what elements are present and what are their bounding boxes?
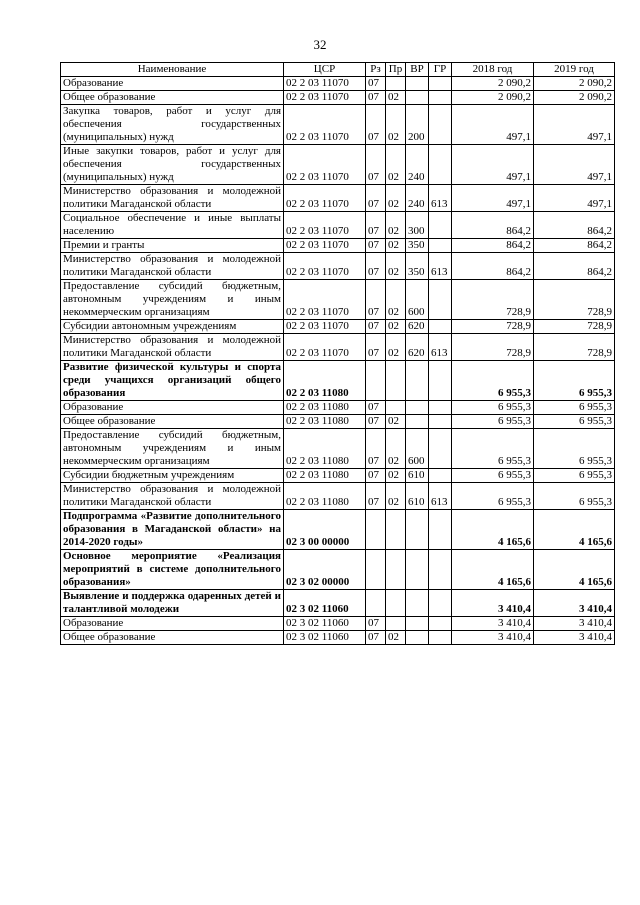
cell-csr: 02 2 03 11080 xyxy=(284,361,366,401)
cell-vr: 350 xyxy=(406,239,429,253)
cell-rz: 07 xyxy=(366,334,386,361)
cell-rz: 07 xyxy=(366,617,386,631)
cell-pr xyxy=(386,401,406,415)
cell-2018: 728,9 xyxy=(452,320,534,334)
cell-csr: 02 2 03 11080 xyxy=(284,429,366,469)
table-row xyxy=(61,401,615,415)
table-row xyxy=(61,320,615,334)
cell-csr: 02 3 02 11060 xyxy=(284,590,366,617)
cell-name: Развитие физической культуры и спорта среди учащихся организаций общего образования xyxy=(61,361,284,401)
cell-gr: 613 xyxy=(429,253,452,280)
cell-csr: 02 2 03 11080 xyxy=(284,483,366,510)
cell-2019: 497,1 xyxy=(534,105,615,145)
cell-vr: 600 xyxy=(406,280,429,320)
cell-name: Образование xyxy=(61,401,284,415)
cell-2019: 3 410,4 xyxy=(534,590,615,617)
cell-2019: 728,9 xyxy=(534,280,615,320)
cell-csr: 02 3 00 00000 xyxy=(284,510,366,550)
cell-name: Образование xyxy=(61,77,284,91)
cell-rz: 07 xyxy=(366,415,386,429)
cell-2018: 2 090,2 xyxy=(452,77,534,91)
table-row xyxy=(61,631,615,645)
header-2018: 2018 год xyxy=(452,63,534,77)
cell-gr xyxy=(429,212,452,239)
cell-rz xyxy=(366,361,386,401)
cell-rz xyxy=(366,550,386,590)
cell-2019: 3 410,4 xyxy=(534,631,615,645)
cell-name: Общее образование xyxy=(61,631,284,645)
cell-2019: 497,1 xyxy=(534,185,615,212)
cell-vr: 600 xyxy=(406,429,429,469)
cell-csr: 02 2 03 11070 xyxy=(284,145,366,185)
cell-gr xyxy=(429,239,452,253)
cell-pr: 02 xyxy=(386,91,406,105)
cell-pr: 02 xyxy=(386,145,406,185)
cell-gr: 613 xyxy=(429,334,452,361)
cell-pr: 02 xyxy=(386,105,406,145)
cell-gr xyxy=(429,401,452,415)
cell-gr xyxy=(429,510,452,550)
cell-2019: 6 955,3 xyxy=(534,415,615,429)
cell-2019: 2 090,2 xyxy=(534,77,615,91)
cell-2019: 728,9 xyxy=(534,320,615,334)
cell-2018: 864,2 xyxy=(452,212,534,239)
table-row xyxy=(61,617,615,631)
cell-vr: 620 xyxy=(406,334,429,361)
cell-vr xyxy=(406,415,429,429)
cell-pr: 02 xyxy=(386,212,406,239)
cell-gr: 613 xyxy=(429,185,452,212)
cell-2018: 6 955,3 xyxy=(452,361,534,401)
cell-name: Общее образование xyxy=(61,91,284,105)
cell-csr: 02 2 03 11070 xyxy=(284,320,366,334)
cell-gr: 613 xyxy=(429,483,452,510)
cell-csr: 02 2 03 11070 xyxy=(284,185,366,212)
cell-2018: 497,1 xyxy=(452,145,534,185)
table-row xyxy=(61,334,615,361)
cell-2018: 3 410,4 xyxy=(452,590,534,617)
table-row xyxy=(61,185,615,212)
cell-gr xyxy=(429,631,452,645)
cell-vr xyxy=(406,510,429,550)
cell-rz: 07 xyxy=(366,239,386,253)
cell-2019: 728,9 xyxy=(534,334,615,361)
cell-name: Социальное обеспечение и иные выплаты населению xyxy=(61,212,284,239)
cell-csr: 02 2 03 11070 xyxy=(284,105,366,145)
cell-name: Иные закупки товаров, работ и услуг для обеспечения государственных (муниципальных) нужд xyxy=(61,145,284,185)
cell-2019: 6 955,3 xyxy=(534,429,615,469)
header-2019: 2019 год xyxy=(534,63,615,77)
cell-pr xyxy=(386,550,406,590)
cell-name: Общее образование xyxy=(61,415,284,429)
cell-rz: 07 xyxy=(366,91,386,105)
cell-rz: 07 xyxy=(366,469,386,483)
table-header-row xyxy=(61,63,615,77)
cell-2019: 497,1 xyxy=(534,145,615,185)
cell-2018: 2 090,2 xyxy=(452,91,534,105)
cell-pr: 02 xyxy=(386,320,406,334)
cell-pr: 02 xyxy=(386,483,406,510)
cell-name: Министерство образования и молодежной политики Магаданской области xyxy=(61,185,284,212)
cell-2019: 6 955,3 xyxy=(534,361,615,401)
cell-2018: 6 955,3 xyxy=(452,483,534,510)
cell-pr: 02 xyxy=(386,469,406,483)
cell-2018: 4 165,6 xyxy=(452,510,534,550)
cell-gr xyxy=(429,105,452,145)
cell-pr: 02 xyxy=(386,429,406,469)
cell-2018: 3 410,4 xyxy=(452,617,534,631)
cell-pr: 02 xyxy=(386,334,406,361)
cell-rz: 07 xyxy=(366,77,386,91)
cell-2018: 4 165,6 xyxy=(452,550,534,590)
table-row xyxy=(61,429,615,469)
table-row xyxy=(61,91,615,105)
cell-pr: 02 xyxy=(386,280,406,320)
cell-name: Закупка товаров, работ и услуг для обеспечения государственных (муниципальных) нужд xyxy=(61,105,284,145)
cell-csr: 02 2 03 11070 xyxy=(284,77,366,91)
header-rz: Рз xyxy=(366,63,386,77)
cell-vr: 610 xyxy=(406,469,429,483)
cell-csr: 02 2 03 11080 xyxy=(284,469,366,483)
cell-name: Подпрограмма «Развитие дополнительного образования в Магаданской области» на 2014-2020 годы» xyxy=(61,510,284,550)
cell-csr: 02 3 02 00000 xyxy=(284,550,366,590)
cell-2018: 864,2 xyxy=(452,239,534,253)
cell-vr xyxy=(406,631,429,645)
cell-rz: 07 xyxy=(366,280,386,320)
budget-table xyxy=(60,62,615,645)
table-row xyxy=(61,145,615,185)
cell-gr xyxy=(429,469,452,483)
cell-name: Выявление и поддержка одаренных детей и талантливой молодежи xyxy=(61,590,284,617)
cell-pr xyxy=(386,617,406,631)
cell-csr: 02 2 03 11080 xyxy=(284,401,366,415)
cell-name: Субсидии бюджетным учреждениям xyxy=(61,469,284,483)
cell-gr xyxy=(429,77,452,91)
table-row xyxy=(61,280,615,320)
table-row xyxy=(61,77,615,91)
cell-gr xyxy=(429,617,452,631)
cell-2018: 497,1 xyxy=(452,105,534,145)
cell-rz: 07 xyxy=(366,253,386,280)
cell-csr: 02 3 02 11060 xyxy=(284,617,366,631)
cell-2019: 4 165,6 xyxy=(534,510,615,550)
cell-rz: 07 xyxy=(366,185,386,212)
cell-name: Министерство образования и молодежной политики Магаданской области xyxy=(61,483,284,510)
cell-2019: 6 955,3 xyxy=(534,401,615,415)
cell-csr: 02 2 03 11070 xyxy=(284,212,366,239)
cell-csr: 02 2 03 11070 xyxy=(284,334,366,361)
cell-gr xyxy=(429,361,452,401)
cell-rz: 07 xyxy=(366,105,386,145)
cell-gr xyxy=(429,415,452,429)
cell-name: Субсидии автономным учреждениям xyxy=(61,320,284,334)
cell-2018: 728,9 xyxy=(452,280,534,320)
table-row xyxy=(61,550,615,590)
cell-rz: 07 xyxy=(366,401,386,415)
cell-vr: 240 xyxy=(406,145,429,185)
cell-rz: 07 xyxy=(366,145,386,185)
cell-pr xyxy=(386,77,406,91)
cell-rz: 07 xyxy=(366,320,386,334)
cell-csr: 02 2 03 11070 xyxy=(284,253,366,280)
cell-csr: 02 2 03 11070 xyxy=(284,91,366,105)
cell-vr xyxy=(406,361,429,401)
cell-2018: 3 410,4 xyxy=(452,631,534,645)
cell-pr xyxy=(386,590,406,617)
cell-2018: 497,1 xyxy=(452,185,534,212)
cell-csr: 02 2 03 11070 xyxy=(284,239,366,253)
cell-gr xyxy=(429,145,452,185)
cell-2019: 864,2 xyxy=(534,239,615,253)
cell-name: Образование xyxy=(61,617,284,631)
cell-rz xyxy=(366,590,386,617)
cell-csr: 02 2 03 11070 xyxy=(284,280,366,320)
cell-name: Предоставление субсидий бюджетным, автономным учреждениям и иным некоммерческим организациям xyxy=(61,280,284,320)
cell-pr xyxy=(386,510,406,550)
cell-rz: 07 xyxy=(366,212,386,239)
cell-2018: 6 955,3 xyxy=(452,401,534,415)
table-row xyxy=(61,212,615,239)
cell-vr xyxy=(406,401,429,415)
cell-rz: 07 xyxy=(366,483,386,510)
cell-2018: 6 955,3 xyxy=(452,469,534,483)
cell-gr xyxy=(429,429,452,469)
table-row xyxy=(61,105,615,145)
cell-pr: 02 xyxy=(386,253,406,280)
cell-gr xyxy=(429,320,452,334)
cell-vr: 350 xyxy=(406,253,429,280)
cell-pr: 02 xyxy=(386,415,406,429)
header-pr: Пр xyxy=(386,63,406,77)
cell-2019: 864,2 xyxy=(534,253,615,280)
cell-vr: 200 xyxy=(406,105,429,145)
table-row xyxy=(61,510,615,550)
cell-name: Министерство образования и молодежной политики Магаданской области xyxy=(61,253,284,280)
cell-pr: 02 xyxy=(386,239,406,253)
header-csr: ЦСР xyxy=(284,63,366,77)
cell-2018: 864,2 xyxy=(452,253,534,280)
cell-2019: 6 955,3 xyxy=(534,483,615,510)
header-name: Наименование xyxy=(61,63,284,77)
cell-vr xyxy=(406,91,429,105)
cell-name: Основное мероприятие «Реализация мероприятий в системе дополнительного образования» xyxy=(61,550,284,590)
cell-2019: 864,2 xyxy=(534,212,615,239)
cell-vr xyxy=(406,550,429,590)
cell-pr xyxy=(386,361,406,401)
table-row xyxy=(61,469,615,483)
header-gr: ГР xyxy=(429,63,452,77)
cell-name: Предоставление субсидий бюджетным, автономным учреждениям и иным некоммерческим организациям xyxy=(61,429,284,469)
cell-name: Премии и гранты xyxy=(61,239,284,253)
table-row xyxy=(61,483,615,510)
cell-pr: 02 xyxy=(386,185,406,212)
cell-rz: 07 xyxy=(366,631,386,645)
cell-vr xyxy=(406,77,429,91)
cell-2018: 728,9 xyxy=(452,334,534,361)
cell-rz: 07 xyxy=(366,429,386,469)
cell-csr: 02 3 02 11060 xyxy=(284,631,366,645)
cell-vr: 300 xyxy=(406,212,429,239)
cell-vr: 240 xyxy=(406,185,429,212)
cell-2019: 4 165,6 xyxy=(534,550,615,590)
cell-csr: 02 2 03 11080 xyxy=(284,415,366,429)
cell-pr: 02 xyxy=(386,631,406,645)
cell-gr xyxy=(429,91,452,105)
cell-name: Министерство образования и молодежной политики Магаданской области xyxy=(61,334,284,361)
table-row xyxy=(61,361,615,401)
cell-vr xyxy=(406,617,429,631)
cell-2019: 3 410,4 xyxy=(534,617,615,631)
cell-gr xyxy=(429,590,452,617)
cell-vr: 610 xyxy=(406,483,429,510)
table-row xyxy=(61,415,615,429)
cell-gr xyxy=(429,550,452,590)
cell-2018: 6 955,3 xyxy=(452,429,534,469)
cell-rz xyxy=(366,510,386,550)
cell-vr: 620 xyxy=(406,320,429,334)
cell-2019: 2 090,2 xyxy=(534,91,615,105)
cell-gr xyxy=(429,280,452,320)
table-row xyxy=(61,590,615,617)
cell-2019: 6 955,3 xyxy=(534,469,615,483)
table-row xyxy=(61,239,615,253)
table-row xyxy=(61,253,615,280)
header-vr: ВР xyxy=(406,63,429,77)
cell-2018: 6 955,3 xyxy=(452,415,534,429)
page-number: 32 xyxy=(313,37,327,52)
cell-vr xyxy=(406,590,429,617)
table-body xyxy=(61,77,615,645)
